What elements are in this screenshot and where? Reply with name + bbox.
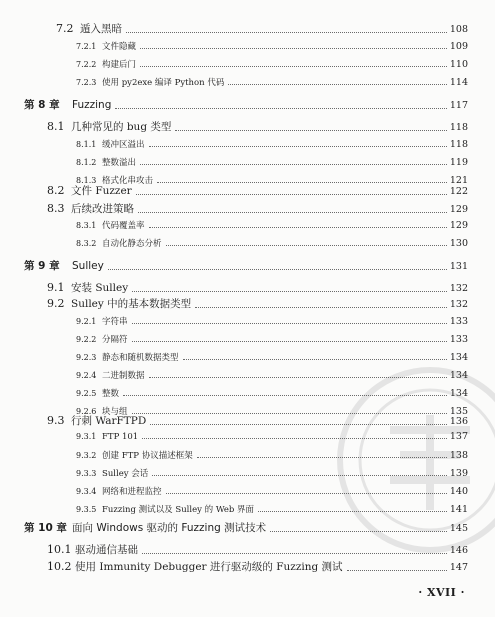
entry-title: 行刺 WarFTPD bbox=[71, 415, 147, 427]
entry-title: 文件隐藏 bbox=[102, 42, 137, 52]
entry-number: 10.2 bbox=[47, 560, 72, 573]
toc-entry bbox=[76, 333, 468, 345]
entry-number: 9.3.2 bbox=[76, 451, 97, 460]
entry-title: 静态和随机数据类型 bbox=[102, 353, 179, 363]
dot-leader bbox=[108, 269, 447, 270]
entry-number: 9.3.4 bbox=[76, 487, 97, 496]
dot-leader bbox=[149, 146, 447, 147]
toc-entry bbox=[24, 258, 468, 273]
entry-title: 二进制数据 bbox=[102, 371, 145, 381]
entry-number: 9.2 bbox=[47, 297, 65, 310]
toc-entry bbox=[76, 315, 468, 327]
toc-entry bbox=[24, 97, 468, 112]
entry-page: 138 bbox=[449, 450, 468, 461]
entry-number: 7.2 bbox=[56, 22, 74, 35]
entry-number: 8.3 bbox=[47, 202, 65, 215]
entry-page: 146 bbox=[449, 545, 468, 556]
dot-leader bbox=[132, 291, 447, 292]
dot-leader bbox=[166, 245, 447, 246]
dot-leader bbox=[149, 227, 447, 228]
toc-entry bbox=[76, 76, 468, 88]
entry-number: 8.3.1 bbox=[76, 221, 97, 230]
entry-number: 7.2.3 bbox=[76, 78, 97, 87]
entry-number: 8.1.1 bbox=[76, 140, 97, 149]
entry-page: 134 bbox=[449, 388, 468, 399]
toc-entry bbox=[47, 183, 468, 198]
entry-title: 整数溢出 bbox=[102, 158, 137, 168]
entry-page: 132 bbox=[449, 283, 468, 294]
entry-number: 9.2.5 bbox=[76, 389, 97, 398]
entry-title: 分隔符 bbox=[102, 335, 128, 345]
entry-page: 131 bbox=[449, 261, 468, 272]
dot-leader bbox=[115, 108, 446, 109]
entry-page: 137 bbox=[449, 431, 468, 442]
page-number: · XVII · bbox=[418, 586, 465, 599]
entry-number: 8.1.3 bbox=[76, 176, 97, 185]
entry-page: 109 bbox=[449, 41, 468, 52]
entry-number: 7.2.1 bbox=[76, 42, 97, 51]
entry-page: 134 bbox=[449, 352, 468, 363]
entry-title: 文件 Fuzzer bbox=[71, 185, 132, 197]
toc-entry bbox=[47, 280, 468, 295]
dot-leader bbox=[132, 323, 447, 324]
entry-page: 132 bbox=[449, 299, 468, 310]
toc-entry bbox=[76, 156, 468, 168]
entry-title: 安装 Sulley bbox=[71, 282, 129, 294]
dot-leader bbox=[175, 130, 446, 131]
entry-title: 代码覆盖率 bbox=[102, 221, 145, 231]
entry-number: 10.1 bbox=[47, 543, 72, 556]
entry-title: Sulley 中的基本数据类型 bbox=[71, 298, 192, 310]
toc-entry bbox=[47, 296, 468, 311]
entry-page: 145 bbox=[449, 523, 468, 534]
entry-page: 136 bbox=[449, 416, 468, 427]
entry-title: FTP 101 bbox=[102, 432, 139, 442]
dot-leader bbox=[228, 84, 447, 85]
chapter-number: 第 8 章 bbox=[24, 99, 60, 111]
entry-number: 9.3.3 bbox=[76, 469, 97, 478]
entry-title: Fuzzing 测试以及 Sulley 的 Web 界面 bbox=[102, 505, 255, 515]
entry-title: 缓冲区溢出 bbox=[102, 140, 145, 150]
dot-leader bbox=[136, 194, 447, 195]
chapter-title: 面向 Windows 驱动的 Fuzzing 测试技术 bbox=[72, 522, 267, 534]
entry-title: 构建后门 bbox=[102, 60, 137, 70]
toc-entry bbox=[76, 237, 468, 249]
toc-entry bbox=[76, 138, 468, 150]
entry-title: 遁入黑暗 bbox=[80, 23, 122, 35]
entry-page: 141 bbox=[449, 504, 468, 515]
entry-page: 110 bbox=[449, 59, 468, 70]
entry-page: 121 bbox=[449, 175, 468, 186]
entry-page: 147 bbox=[449, 562, 468, 573]
entry-title: 整数 bbox=[102, 389, 120, 399]
entry-page: 117 bbox=[449, 100, 468, 111]
entry-title: 自动化静态分析 bbox=[102, 239, 162, 249]
entry-title: Sulley 会话 bbox=[102, 469, 149, 479]
entry-title: 使用 Immunity Debugger 进行驱动级的 Fuzzing 测试 bbox=[75, 561, 343, 573]
entry-page: 133 bbox=[449, 334, 468, 345]
watermark-stamp-icon bbox=[330, 360, 495, 560]
entry-title: 创建 FTP 协议描述框架 bbox=[102, 451, 193, 461]
entry-page: 118 bbox=[449, 122, 468, 133]
chapter-number: 第 9 章 bbox=[24, 260, 60, 272]
dot-leader bbox=[195, 307, 447, 308]
entry-number: 9.3.5 bbox=[76, 505, 97, 514]
entry-page: 118 bbox=[449, 139, 468, 150]
entry-number: 9.2.1 bbox=[76, 317, 97, 326]
entry-page: 140 bbox=[449, 486, 468, 497]
entry-number: 8.1 bbox=[47, 120, 65, 133]
dot-leader bbox=[140, 66, 447, 67]
entry-title: 字符串 bbox=[102, 317, 128, 327]
entry-page: 133 bbox=[449, 316, 468, 327]
entry-page: 114 bbox=[449, 77, 468, 88]
entry-number: 7.2.2 bbox=[76, 60, 97, 69]
entry-title: 网络和进程监控 bbox=[102, 487, 162, 497]
entry-page: 122 bbox=[449, 186, 468, 197]
toc-entry bbox=[56, 21, 468, 36]
entry-page: 129 bbox=[449, 220, 468, 231]
entry-page: 135 bbox=[449, 406, 468, 417]
entry-page: 119 bbox=[449, 157, 468, 168]
entry-page: 139 bbox=[449, 468, 468, 479]
chapter-title: Fuzzing bbox=[72, 99, 112, 111]
entry-number: 9.2.6 bbox=[76, 407, 97, 416]
toc-entry bbox=[47, 559, 468, 574]
dot-leader bbox=[138, 212, 447, 213]
entry-title: 块与组 bbox=[102, 407, 128, 417]
entry-number: 8.1.2 bbox=[76, 158, 97, 167]
chapter-number: 第 10 章 bbox=[24, 522, 67, 534]
entry-title: 使用 py2exe 编译 Python 代码 bbox=[102, 78, 225, 88]
entry-title: 格式化串攻击 bbox=[102, 176, 154, 186]
dot-leader bbox=[126, 32, 447, 33]
entry-title: 后续改进策略 bbox=[71, 203, 134, 215]
entry-number: 9.2.3 bbox=[76, 353, 97, 362]
entry-page: 108 bbox=[449, 24, 468, 35]
entry-title: 几种常见的 bug 类型 bbox=[71, 121, 172, 133]
entry-number: 9.2.2 bbox=[76, 335, 97, 344]
dot-leader bbox=[347, 570, 447, 571]
entry-number: 9.2.4 bbox=[76, 371, 97, 380]
entry-page: 130 bbox=[449, 238, 468, 249]
toc-entry bbox=[76, 40, 468, 52]
entry-number: 9.1 bbox=[47, 281, 65, 294]
chapter-title: Sulley bbox=[72, 260, 104, 272]
entry-page: 134 bbox=[449, 370, 468, 381]
toc-entry bbox=[47, 201, 468, 216]
entry-number: 8.2 bbox=[47, 184, 65, 197]
entry-number: 9.3 bbox=[47, 414, 65, 427]
dot-leader bbox=[132, 341, 447, 342]
entry-number: 8.3.2 bbox=[76, 239, 97, 248]
dot-leader bbox=[140, 48, 447, 49]
entry-number: 9.3.1 bbox=[76, 432, 97, 441]
entry-page: 129 bbox=[449, 204, 468, 215]
toc-entry bbox=[76, 219, 468, 231]
toc-entry bbox=[47, 119, 468, 134]
dot-leader bbox=[140, 164, 447, 165]
entry-title: 驱动通信基础 bbox=[75, 544, 138, 556]
toc-entry bbox=[76, 58, 468, 70]
